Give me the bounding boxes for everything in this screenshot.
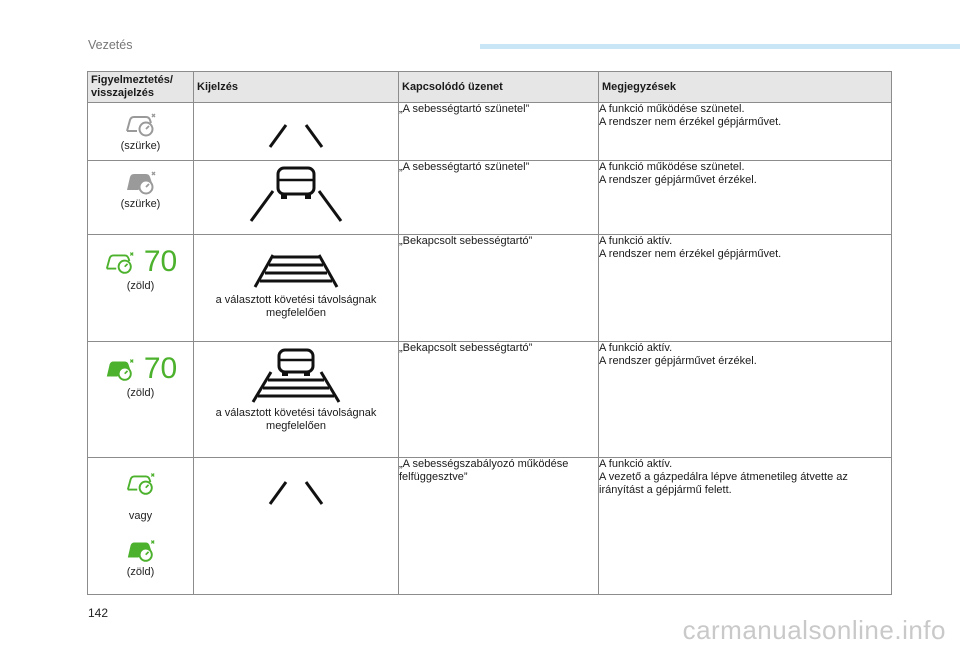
following-distance-vehicle-icon [241, 348, 351, 404]
note-line: A vezető a gázpedálra lépve átmenetileg átvette az irányítást a gépjármű felett. [599, 471, 848, 496]
message-cell: „A sebességtartó szünetel” [399, 103, 599, 161]
watermark: carmanualsonline.info [682, 615, 946, 645]
following-distance-icon [241, 251, 351, 291]
section-title: Vezetés [88, 38, 133, 52]
message-cell: „Bekapcsolt sebességtartó” [399, 235, 599, 342]
display-cell [194, 458, 399, 595]
table-header-row [88, 72, 892, 103]
display-cell [194, 235, 399, 342]
or-label: vagy [128, 510, 153, 522]
speed-value: 70 [143, 352, 178, 385]
header-warning: Figyelmeztetés/ visszajelzés [88, 72, 194, 103]
warning-cell [88, 161, 194, 235]
notes-cell [599, 458, 892, 595]
cruise-control-vehicle-icon [124, 169, 158, 195]
message-cell: „A sebességtartó szünetel” [399, 161, 599, 235]
cruise-control-outline-green-icon [125, 470, 157, 496]
message-cell: „Bekapcsolt sebességtartó” [399, 342, 599, 458]
cruise-control-active-vehicle-icon [104, 356, 136, 382]
table-row [88, 342, 892, 458]
display-cell [194, 342, 399, 458]
display-caption: a választott követési távolságnak megfelelően [215, 407, 377, 432]
cruise-control-vehicle-green-icon [125, 537, 157, 563]
table-row [88, 161, 892, 235]
speed-value: 70 [143, 245, 178, 278]
lane-lines-icon [246, 111, 346, 151]
color-label: (zöld) [126, 387, 155, 399]
note-line: A funkció működése szünetel. [599, 103, 745, 115]
note-line: A rendszer gépjárművet érzékel. [599, 355, 757, 367]
warning-cell [88, 103, 194, 161]
lane-vehicle-icon [241, 165, 351, 225]
note-line: A rendszer nem érzékel gépjárművet. [599, 116, 782, 128]
note-line: A rendszer nem érzékel gépjárművet. [599, 248, 782, 260]
display-caption: a választott követési távolságnak megfelelően [215, 294, 377, 319]
message-cell: „A sebességszabályozó működése felfüggesztve” [399, 458, 599, 595]
header-display: Kijelzés [194, 72, 399, 103]
notes-cell [599, 103, 892, 161]
cruise-control-outline-icon [124, 111, 158, 137]
note-line: A funkció aktív. [599, 458, 673, 470]
notes-cell [599, 161, 892, 235]
cruise-control-active-icon [104, 249, 136, 275]
display-cell [194, 161, 399, 235]
page-number: 142 [88, 606, 109, 620]
warning-cell [88, 235, 194, 342]
warning-cell [88, 458, 194, 595]
display-cell [194, 103, 399, 161]
notes-cell [599, 342, 892, 458]
note-line: A funkció aktív. [599, 235, 673, 247]
color-label: (szürke) [120, 140, 161, 152]
section-accent-bar [480, 44, 960, 49]
header-message: Kapcsolódó üzenet [399, 72, 599, 103]
color-label: (szürke) [120, 198, 161, 210]
color-label: (zöld) [126, 280, 155, 292]
table-row [88, 235, 892, 342]
warning-table [87, 71, 892, 595]
warning-cell [88, 342, 194, 458]
lane-lines-icon [246, 468, 346, 508]
notes-cell [599, 235, 892, 342]
header-notes: Megjegyzések [599, 72, 892, 103]
note-line: A rendszer gépjárművet érzékel. [599, 174, 757, 186]
table-row [88, 458, 892, 595]
note-line: A funkció aktív. [599, 342, 673, 354]
table-row [88, 103, 892, 161]
note-line: A funkció működése szünetel. [599, 161, 745, 173]
color-label: (zöld) [126, 566, 155, 578]
